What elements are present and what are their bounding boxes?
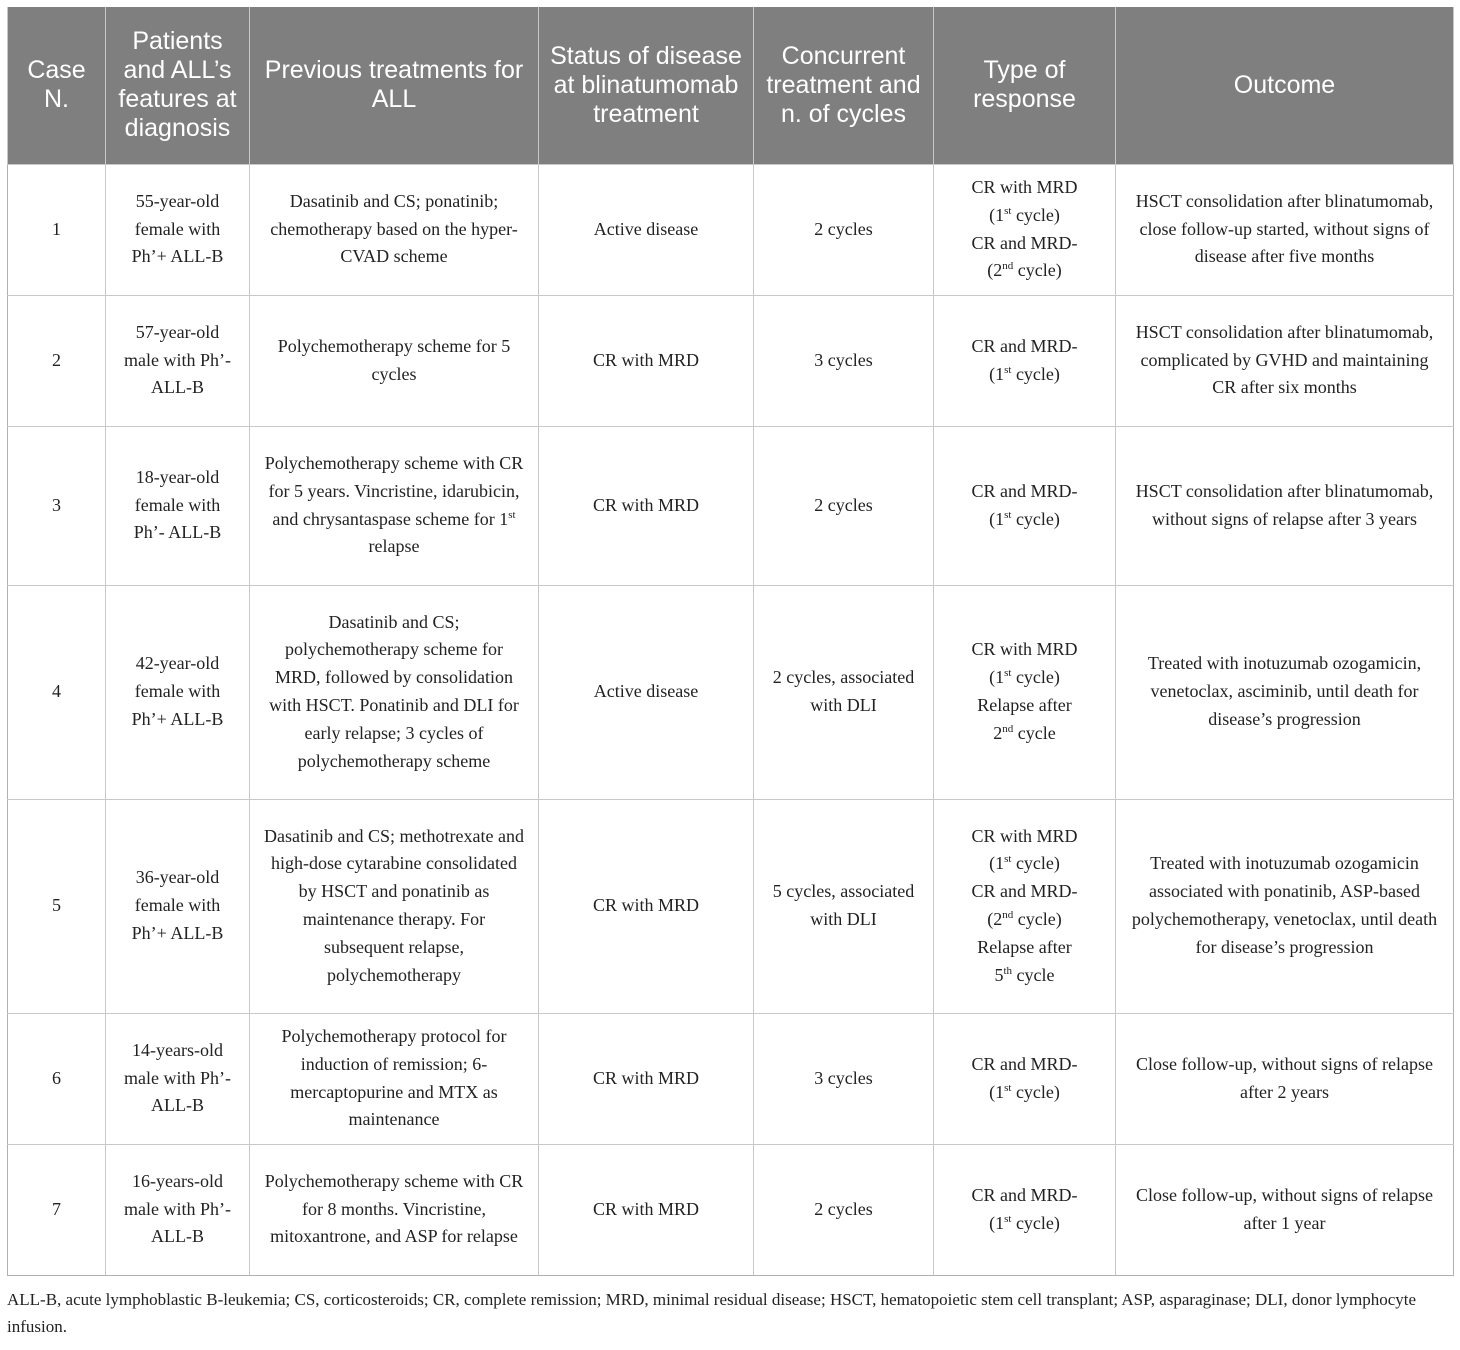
- header-row: [8, 7, 1454, 164]
- concurrent-treatment-cell: 2 cycles: [754, 1144, 934, 1275]
- case-cell: 3: [8, 426, 106, 585]
- response-line: CR with MRD: [971, 639, 1078, 660]
- table-row: [8, 426, 1454, 585]
- previous-treatment-cell: Dasatinib and CS; polychemotherapy scheme for MRD, followed by consolidation with HSCT. Ponatinib and DLI for early relapse; 3 cycles of polychemotherapy scheme: [250, 585, 539, 799]
- header-case: Case N.: [8, 7, 106, 164]
- response-line: (1st cycle): [989, 204, 1060, 225]
- concurrent-treatment-cell: 2 cycles, associated with DLI: [754, 585, 934, 799]
- response-line: (1st cycle): [989, 508, 1060, 529]
- response-line: CR and MRD-: [971, 1053, 1078, 1074]
- case-table: [7, 7, 1454, 1276]
- response-line: CR and MRD-: [971, 232, 1078, 253]
- patient-cell: 36-year-old female with Ph’+ ALL-B: [106, 799, 250, 1013]
- response-cell: [934, 164, 1116, 295]
- patient-cell: 42-year-old female with Ph’+ ALL-B: [106, 585, 250, 799]
- response-line: (1st cycle): [989, 853, 1060, 874]
- response-line: (1st cycle): [989, 1081, 1060, 1102]
- response-line: (2nd cycle): [987, 260, 1062, 281]
- response-cell: [934, 295, 1116, 426]
- response-cell: [934, 585, 1116, 799]
- case-cell: 2: [8, 295, 106, 426]
- response-cell: [934, 799, 1116, 1013]
- case-cell: 1: [8, 164, 106, 295]
- table-row: [8, 585, 1454, 799]
- response-line: (1st cycle): [989, 1212, 1060, 1233]
- concurrent-treatment-cell: 3 cycles: [754, 1013, 934, 1144]
- outcome-cell: HSCT consolidation after blinatumomab, complicated by GVHD and maintaining CR after six months: [1116, 295, 1454, 426]
- response-line: 5th cycle: [994, 964, 1055, 985]
- response-line: Relapse after: [977, 936, 1072, 957]
- concurrent-treatment-cell: 5 cycles, associated with DLI: [754, 799, 934, 1013]
- header-response: Type of response: [934, 7, 1116, 164]
- disease-status-cell: CR with MRD: [539, 295, 754, 426]
- document-page: [7, 7, 1453, 1340]
- outcome-cell: Close follow-up, without signs of relapse after 2 years: [1116, 1013, 1454, 1144]
- disease-status-cell: CR with MRD: [539, 799, 754, 1013]
- header-status: Status of disease at blinatumomab treatment: [539, 7, 754, 164]
- table-header: [8, 7, 1454, 164]
- outcome-cell: Treated with inotuzumab ozogamicin, venetoclax, asciminib, until death for disease’s progression: [1116, 585, 1454, 799]
- previous-treatment-cell: Polychemotherapy protocol for induction of remission; 6-mercaptopurine and MTX as maintenance: [250, 1013, 539, 1144]
- table-footnote: ALL-B, acute lymphoblastic B-leukemia; CS, corticosteroids; CR, complete remission; MRD, minimal residual disease; HSCT, hematopoietic stem cell transplant; ASP, asparaginase; DLI, donor lymphocyte infusion.: [7, 1289, 1417, 1336]
- concurrent-treatment-cell: 2 cycles: [754, 164, 934, 295]
- response-line: CR and MRD-: [971, 335, 1078, 356]
- response-line: CR and MRD-: [971, 1184, 1078, 1205]
- patient-cell: 57-year-old male with Ph’- ALL-B: [106, 295, 250, 426]
- response-line: CR with MRD: [971, 825, 1078, 846]
- previous-treatment-cell: Polychemotherapy scheme with CR for 8 months. Vincristine, mitoxantrone, and ASP for relapse: [250, 1144, 539, 1275]
- response-line: CR and MRD-: [971, 881, 1078, 902]
- previous-treatment-cell: Dasatinib and CS; ponatinib; chemotherapy based on the hyper-CVAD scheme: [250, 164, 539, 295]
- case-cell: 4: [8, 585, 106, 799]
- disease-status-cell: CR with MRD: [539, 1144, 754, 1275]
- previous-treatment-cell: Polychemotherapy scheme for 5 cycles: [250, 295, 539, 426]
- table-body: [8, 164, 1454, 1275]
- outcome-cell: Treated with inotuzumab ozogamicin associated with ponatinib, ASP-based polychemotherapy, venetoclax, until death for disease’s progression: [1116, 799, 1454, 1013]
- case-cell: 6: [8, 1013, 106, 1144]
- header-outcome: Outcome: [1116, 7, 1454, 164]
- concurrent-treatment-cell: 2 cycles: [754, 426, 934, 585]
- patient-cell: 55-year-old female with Ph’+ ALL-B: [106, 164, 250, 295]
- previous-treatment-cell: Dasatinib and CS; methotrexate and high-dose cytarabine consolidated by HSCT and ponatinib as maintenance therapy. For subsequent relapse, polychemotherapy: [250, 799, 539, 1013]
- response-cell: [934, 1144, 1116, 1275]
- case-cell: 7: [8, 1144, 106, 1275]
- disease-status-cell: CR with MRD: [539, 426, 754, 585]
- concurrent-treatment-cell: 3 cycles: [754, 295, 934, 426]
- disease-status-cell: Active disease: [539, 164, 754, 295]
- table-row: [8, 295, 1454, 426]
- case-cell: 5: [8, 799, 106, 1013]
- patient-cell: 18-year-old female with Ph’- ALL-B: [106, 426, 250, 585]
- header-previous: Previous treatments for ALL: [250, 7, 539, 164]
- outcome-cell: Close follow-up, without signs of relapse after 1 year: [1116, 1144, 1454, 1275]
- table-row: [8, 1144, 1454, 1275]
- response-line: (1st cycle): [989, 667, 1060, 688]
- response-cell: [934, 1013, 1116, 1144]
- table-row: [8, 1013, 1454, 1144]
- patient-cell: 14-years-old male with Ph’- ALL-B: [106, 1013, 250, 1144]
- patient-cell: 16-years-old male with Ph’- ALL-B: [106, 1144, 250, 1275]
- response-line: 2nd cycle: [993, 722, 1056, 743]
- response-line: (1st cycle): [989, 363, 1060, 384]
- response-cell: [934, 426, 1116, 585]
- disease-status-cell: CR with MRD: [539, 1013, 754, 1144]
- response-line: (2nd cycle): [987, 909, 1062, 929]
- outcome-cell: HSCT consolidation after blinatumomab, without signs of relapse after 3 years: [1116, 426, 1454, 585]
- previous-treatment-cell: Polychemotherapy scheme with CR for 5 years. Vincristine, idarubicin, and chrysantaspase scheme for 1st relapse: [250, 426, 539, 585]
- disease-status-cell: Active disease: [539, 585, 754, 799]
- response-line: CR with MRD: [971, 176, 1078, 197]
- table-row: [8, 164, 1454, 295]
- header-concurrent: Concurrent treatment and n. of cycles: [754, 7, 934, 164]
- response-line: CR and MRD-: [971, 480, 1078, 501]
- response-line: Relapse after: [977, 695, 1072, 715]
- header-patient: Patients and ALL’s features at diagnosis: [106, 7, 250, 164]
- outcome-cell: HSCT consolidation after blinatumomab, close follow-up started, without signs of disease after five months: [1116, 164, 1454, 295]
- table-row: [8, 799, 1454, 1013]
